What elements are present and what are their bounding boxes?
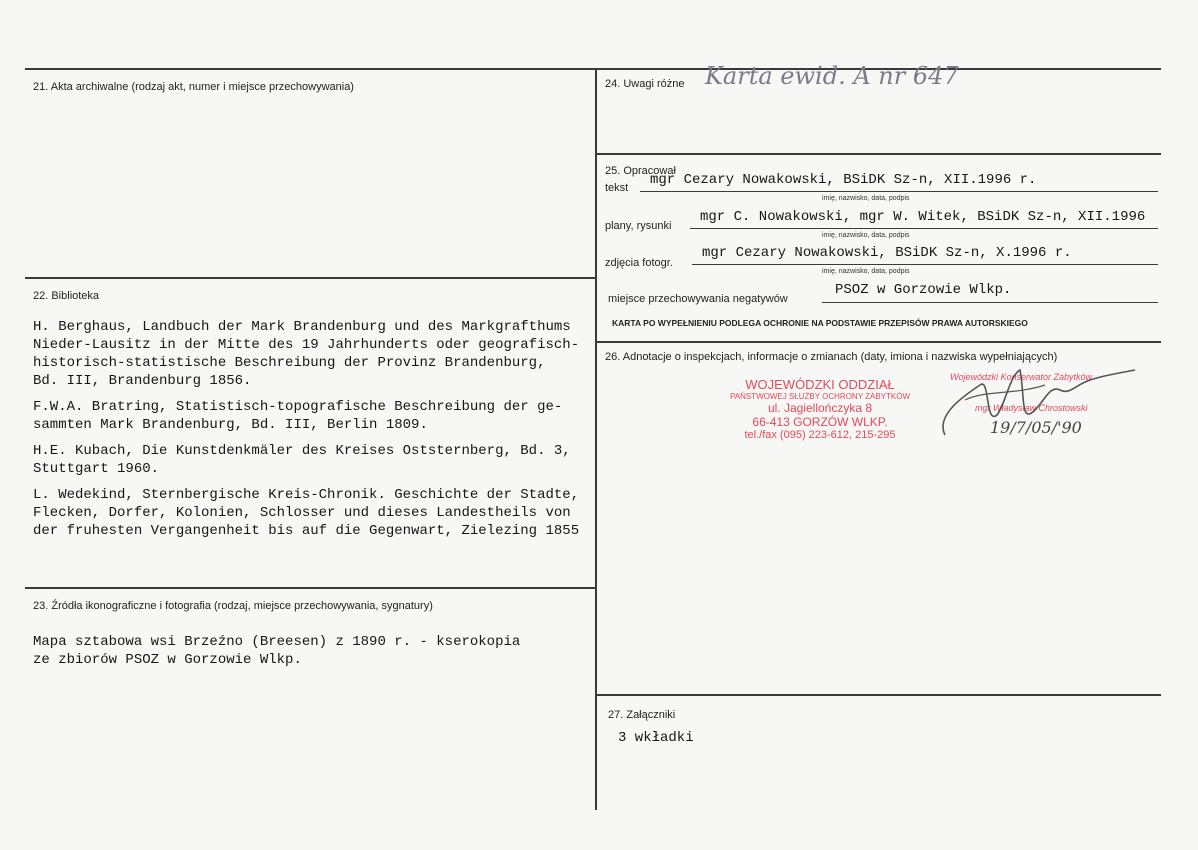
official-stamp: [720, 377, 920, 441]
bibliography-line: F.W.A. Bratring, Statistisch-topografische Beschreibung der ge-: [33, 399, 563, 415]
plany-value: mgr C. Nowakowski, mgr W. Witek, BSiDK Sz-n, XII.1996: [700, 209, 1146, 225]
bibliography-line: L. Wedekind, Sternbergische Kreis-Chronik. Geschichte der Stadte,: [33, 487, 580, 503]
bibliography-entry: [33, 486, 589, 540]
attachments-value: 3 wkładki: [618, 730, 694, 746]
bibliography-line: Nieder-Lausitz in der Mitte des 19 Jahrhunderts oder geografisch-: [33, 337, 580, 353]
center-divider: [595, 68, 597, 810]
section-27-label: 27. Załączniki: [608, 709, 676, 721]
rule-26-27: [597, 694, 1161, 696]
zdjecia-caption: imię, nazwisko, data, podpis: [822, 268, 910, 275]
bibliography-entry: [33, 442, 589, 478]
section-22-label: 22. Biblioteka: [33, 290, 100, 302]
rule-22-23: [25, 587, 595, 589]
stamp-line-2: PAŃSTWOWEJ SŁUŻBY OCHRONY ZABYTKÓW: [729, 392, 911, 401]
bibliography-entry: [33, 398, 589, 434]
tekst-value: mgr Cezary Nowakowski, BSiDK Sz-n, XII.1996 r.: [650, 172, 1037, 188]
bibliography-list: [33, 318, 589, 548]
stamp-line-1: WOJEWÓDZKI ODDZIAŁ: [745, 377, 895, 392]
plany-label: plany, rysunki: [605, 220, 672, 232]
bibliography-line: sammten Mark Brandenburg, Bd. III, Berlin 1809.: [33, 417, 428, 433]
plany-caption: imię, nazwisko, data, podpis: [822, 232, 910, 239]
stamp-line-3: ul. Jagiellończyka 8: [767, 401, 873, 415]
section-25-label: 25. Opracował: [605, 165, 676, 177]
conservator-stamp-title: Wojewódzki Konserwator Zabytków: [950, 372, 1093, 382]
bibliography-line: H. Berghaus, Landbuch der Mark Brandenburg und des Markgrafthums: [33, 319, 571, 335]
bibliography-line: Bd. III, Brandenburg 1856.: [33, 373, 252, 389]
zdjecia-label: zdjęcia fotogr.: [605, 257, 673, 269]
copyright-notice: KARTA PO WYPEŁNIENIU PODLEGA OCHRONIE NA PODSTAWIE PRZEPISÓW PRAWA AUTORSKIEGO: [612, 318, 1028, 328]
negatyw-label: miejsce przechowywania negatywów: [608, 293, 788, 305]
section-24-label: 24. Uwagi różne: [605, 78, 685, 90]
signature-date: 19/7/05/'90: [990, 418, 1082, 437]
negatyw-value: PSOZ w Gorzowie Wlkp.: [835, 282, 1012, 298]
section-21-label: 21. Akta archiwalne (rodzaj akt, numer i miejsce przechowywania): [33, 81, 354, 93]
rule-21-22: [25, 277, 595, 279]
stamp-line-4: 66-413 GORZÓW WLKP.: [752, 415, 888, 429]
top-rule: [25, 68, 1161, 70]
handwritten-remark: Karta ewid. A nr 647: [705, 62, 959, 90]
negatyw-line: [822, 302, 1158, 303]
section-23-label: 23. Źródła ikonograficzne i fotografia (rodzaj, miejsce przechowywania, sygnatury): [33, 600, 433, 612]
section-26-label: 26. Adnotacje o inspekcjach, informacje o zmianach (daty, imiona i nazwiska wypełniających): [605, 351, 1058, 363]
iconography-line-1: Mapa sztabowa wsi Brzeźno (Breesen) z 1890 r. - kserokopia: [33, 634, 521, 650]
bibliography-line: H.E. Kubach, Die Kunstdenkmäler des Kreises Oststernberg, Bd. 3,: [33, 443, 571, 459]
iconography-line-2: ze zbiorów PSOZ w Gorzowie Wlkp.: [33, 652, 302, 668]
tekst-caption: imię, nazwisko, data, podpis: [822, 195, 910, 202]
rule-24-25: [597, 153, 1161, 155]
bibliography-line: historisch-statistische Beschreibung der Provinz Brandenburg,: [33, 355, 546, 371]
bibliography-line: Flecken, Dorfer, Kolonien, Schlosser und dieses Landestheils von: [33, 505, 571, 521]
rule-25-26: [597, 341, 1161, 343]
plany-line: [690, 228, 1158, 229]
conservator-stamp-name: mgr Władysław Chrostowski: [975, 403, 1088, 413]
tekst-line: [640, 191, 1158, 192]
bibliography-entry: [33, 318, 589, 390]
tekst-label: tekst: [605, 182, 629, 194]
bibliography-line: der fruhesten Vergangenheit bis auf die Gegenwart, Zielezing 1855: [33, 523, 580, 539]
bibliography-line: Stuttgart 1960.: [33, 461, 160, 477]
stamp-line-5: tel./fax (095) 223-612, 215-295: [744, 429, 896, 441]
zdjecia-line: [692, 264, 1158, 265]
zdjecia-value: mgr Cezary Nowakowski, BSiDK Sz-n, X.1996 r.: [702, 245, 1072, 261]
